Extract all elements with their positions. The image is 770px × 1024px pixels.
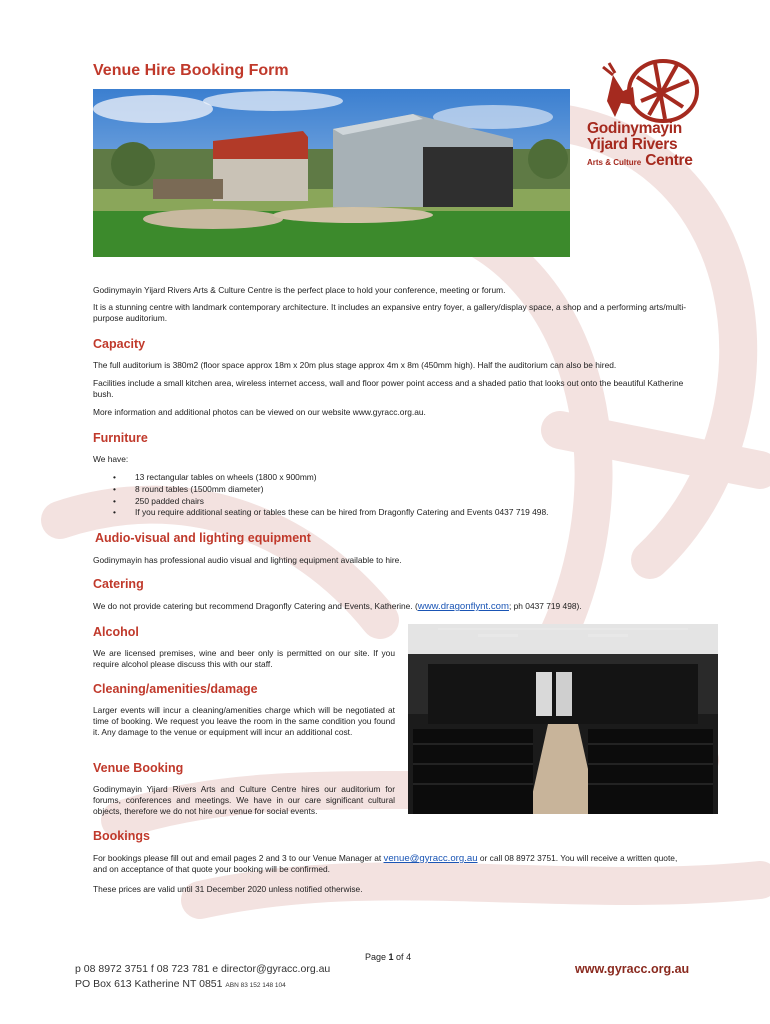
catering-website-link[interactable]: www.dragonflynt.com	[417, 601, 509, 612]
auditorium-photo	[408, 624, 718, 814]
alcohol-heading: Alcohol	[93, 625, 139, 639]
furniture-item: • 13 rectangular tables on wheels (1800 x 900mm)	[93, 472, 548, 484]
footer-website[interactable]: www.gyracc.org.au	[575, 962, 690, 976]
venue-booking-paragraph: Godinymayin Yijard Rivers Arts and Culture Centre hires our auditorium for forums, conferences and meetings. We have in our care significant cultural objects, therefore we do not hire our venue for social events.	[93, 784, 395, 816]
cleaning-paragraph: Larger events will incur a cleaning/amenities charge which will be negotiated at time of booking. We request you leave the room in the same condition you found it. Any damage to the venue or equipment will incur an additional cost.	[93, 705, 395, 737]
capacity-heading: Capacity	[93, 337, 146, 351]
page-number	[365, 952, 411, 962]
catering-text-pre: We do not provide catering but recommend Dragonfly Catering and Events, Katherine. (	[93, 601, 418, 611]
logo-line3-small: Arts & Culture	[587, 158, 642, 167]
footer-contact	[75, 962, 330, 993]
bookings-text-pre: For bookings please fill out and email pages 2 and 3 to our Venue Manager at	[93, 853, 384, 863]
av-paragraph: Godinymayin has professional audio visual and lighting equipment available to hire.	[93, 555, 402, 565]
venue-building-photo	[93, 89, 570, 257]
page-label: Page	[365, 952, 389, 962]
furniture-item: • If you require additional seating or tables these can be hired from Dragonfly Catering and Events 0437 719 498.	[93, 507, 548, 519]
venue-booking-heading: Venue Booking	[93, 761, 184, 775]
capacity-paragraph-3: More information and additional photos can be viewed on our website www.gyracc.org.au.	[93, 407, 426, 417]
catering-heading: Catering	[93, 577, 144, 591]
catering-paragraph	[93, 601, 713, 612]
logo-line1: Godinymayin	[587, 120, 682, 137]
centre-logo-text	[587, 121, 707, 171]
cleaning-heading: Cleaning/amenities/damage	[93, 682, 258, 696]
venue-email-link[interactable]: venue@gyracc.org.au	[383, 853, 478, 864]
page-total: 4	[406, 952, 412, 962]
alcohol-paragraph: We are licensed premises, wine and beer only is permitted on our site. If you require alcohol please discuss this with our staff.	[93, 648, 395, 669]
furniture-list	[93, 472, 548, 519]
intro-paragraph-2: It is a stunning centre with landmark contemporary architecture. It includes an expansive entry foyer, a gallery/display space, a shop and a performing arts/multi-purpose auditorium.	[93, 302, 686, 323]
footer-contact-line: p 08 8972 3751 f 08 723 781 e director@gyracc.org.au	[75, 963, 331, 975]
bookings-paragraph	[93, 853, 693, 875]
prices-valid-note: These prices are valid until 31 December 2020 unless notified otherwise.	[93, 884, 363, 894]
footer-postal-address: PO Box 613 Katherine NT 0851	[75, 978, 223, 990]
logo-line3-big: Centre	[645, 152, 693, 169]
furniture-intro: We have:	[93, 454, 129, 464]
catering-text-post: ; ph 0437 719 498).	[508, 601, 582, 611]
capacity-paragraph-2: Facilities include a small kitchen area, wireless internet access, wall and floor power point access and a shaded patio that looks out onto the beautiful Katherine bush.	[93, 378, 684, 399]
furniture-heading: Furniture	[93, 431, 148, 445]
av-heading: Audio-visual and lighting equipment	[95, 531, 311, 545]
logo-line2: Yijard Rivers	[587, 136, 678, 153]
page-of: of	[393, 952, 407, 962]
capacity-paragraph-1: The full auditorium is 380m2 (floor space approx 18m x 20m plus stage approx 4m x 8m (450mm high). Half the auditorium can also be hired.	[93, 360, 617, 370]
intro-paragraph-1: Godinymayin Yijard Rivers Arts & Culture Centre is the perfect place to hold your conference, meeting or forum.	[93, 285, 506, 295]
footer-abn: ABN 83 152 148 104	[225, 982, 286, 989]
furniture-item: • 8 round tables (1500mm diameter)	[93, 484, 548, 496]
bookings-heading: Bookings	[93, 829, 150, 843]
furniture-item: • 250 padded chairs	[93, 496, 548, 508]
document-title: Venue Hire Booking Form	[93, 62, 289, 79]
bookings-text-post: or call 08 8972 3751. You will receive a written quote, and on acceptance of that quote your booking will be confirmed.	[93, 853, 678, 874]
page-current: 1	[388, 952, 394, 962]
